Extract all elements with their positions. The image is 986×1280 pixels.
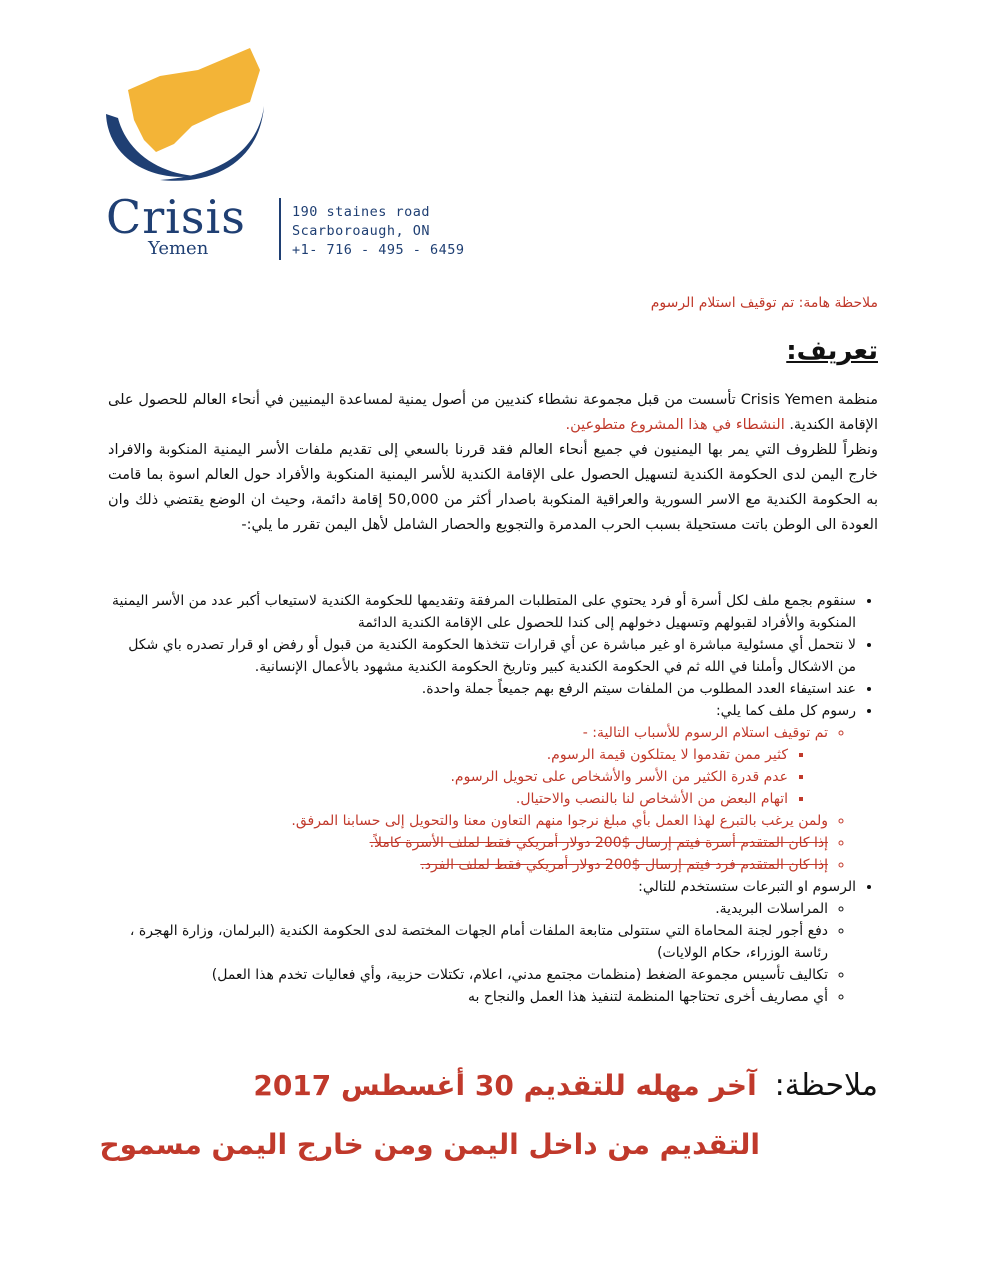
bullet-uses [108, 876, 856, 1008]
address-line-street: 190 staines road [292, 204, 431, 220]
fees-stopped-text: تم توقيف استلام الرسوم للأسباب التالية: - [582, 725, 828, 741]
definition-title: تعريف: [786, 336, 878, 366]
use-item-lawyers: ◦ دفع أجور لجنة المحاماة التي ستتولى متابعة الملفات أمام الجهات المختصة لدى الحكومة الكندية (البرلمان، وزارة الهجرة ، رئاسة الوزراء، حكام الولايات) [108, 920, 828, 964]
fees-sub-list [108, 722, 856, 876]
bullet-section [108, 590, 878, 1008]
yemen-map-shape [128, 48, 260, 152]
deadline-text: آخر مهله للتقديم 30 أغسطس 2017 [253, 1069, 757, 1102]
use-item-other: ◦ أي مصاريف أخرى تحتاجها المنظمة لتنفيذ هذا العمل والنجاح به [108, 986, 828, 1008]
address-line-city: Scarboroaugh, ON [292, 223, 431, 239]
fees-heading: رسوم كل ملف كما يلي: [715, 703, 856, 719]
use-item-mail: ◦ المراسلات البريدية. [108, 898, 828, 920]
bullet-collect-files: • سنقوم بجمع ملف لكل أسرة أو فرد يحتوي على المتطلبات المرفقة وتقديمها للحكومة الكندية لاستيعاب أكبر عدد من الأسر اليمنية المنكوبة والأفراد لقبولهم وتسهيل دخولهم إلى كندا للحصول على الإقامة الكندية الدائمة [108, 590, 856, 634]
address-block [292, 203, 465, 260]
donate-item: ◦ ولمن يرغب بالتبرع لهذا العمل بأي مبلغ نرجوا منهم التعاون معنا والتحويل إلى حسابنا المرفق. [108, 810, 828, 832]
bullet-submit-together: • عند استيفاء العدد المطلوب من الملفات سيتم الرفع بهم جميعاً جملة واحدة. [108, 678, 856, 700]
uses-heading: الرسوم او التبرعات ستستخدم للتالي: [638, 879, 856, 895]
reason-item-2: ▪ عدم قدرة الكثير من الأسر والأشخاص على تحويل الرسوم. [108, 766, 788, 788]
fees-stopped-item [108, 722, 828, 810]
bullet-fees [108, 700, 856, 876]
definition-intro: منظمة Crisis Yemen تأسست من قبل مجموعة نشطاء كنديين من أصول يمنية لمساعدة اليمنيين في أنحاء العالم للحصول على الإقامة الكندية. [108, 392, 878, 433]
header-divider [279, 198, 281, 260]
deadline-row [253, 1068, 878, 1103]
use-item-lobby: ◦ تكاليف تأسيس مجموعة الضغط (منظمات مجتمع مدني، اعلام، تكتلات حزبية، وأي فعاليات تخدم هذا العمل) [108, 964, 828, 986]
main-bullet-list [108, 590, 878, 1008]
reasons-list [108, 744, 828, 810]
final-note: التقديم من داخل اليمن ومن خارج اليمن مسموح [99, 1128, 760, 1161]
uses-sub-list [108, 898, 856, 1008]
deadline-label: ملاحظة: [774, 1068, 878, 1103]
reason-item-1: ▪ كثير ممن تقدموا لا يمتلكون قيمة الرسوم. [108, 744, 788, 766]
individual-fee-item: ◦ إذا كان المتقدم فرد فيتم إرسال $200 دولار أمريكي فقط لملف الفرد. [108, 854, 828, 876]
address-line-phone: +1- 716 - 495 - 6459 [292, 242, 465, 258]
important-notice: ملاحظة هامة: تم توقيف استلام الرسوم [650, 295, 878, 311]
reason-item-3: ▪ اتهام البعض من الأشخاص لنا بالنصب والاحتيال. [108, 788, 788, 810]
family-fee-item: ◦ إذا كان المتقدم أسرة فيتم إرسال $200 دولار أمريكي فقط لملف الأسرة كاملاً. [108, 832, 828, 854]
volunteers-note: النشطاء في هذا المشروع متطوعين. [565, 417, 785, 433]
definition-paragraph [108, 388, 878, 538]
brand-name: Crisis [106, 190, 246, 244]
bullet-no-responsibility: • لا نتحمل أي مسئولية مباشرة او غير مباشرة عن أي قرارات تتخذها الحكومة الكندية من قبول أو رفض او قرار تصدره باي شكل من الاشكال وأملنا في الله ثم في الحكومة الكندية كبير وتاريخ الحكومة الكندية مشهود بالأعمال الإنسانية. [108, 634, 856, 678]
definition-body: ونظراً للظروف التي يمر بها اليمنيون في جميع أنحاء العالم فقد قررنا بالسعي إلى تقديم ملفات الأسر اليمنية المنكوبة والافراد خارج اليمن لدى الحكومة الكندية لتسهيل الحصول على الإقامة الكندية للأسر اليمنية المنكوبة والأفراد حول العالم اسوة بما قامت به الحكومة الكندية مع الاسر السورية والعراقية المنكوبة باصدار أكثر من 50,000 إقامة دائمة، وحيث ان الوضع يقتضي ذلك وان العودة الى الوطن باتت مستحيلة بسبب الحرب المدمرة والتجويع والحصار الشامل لأهل اليمن تقرر ما يلي:- [108, 442, 878, 533]
brand-subtitle: Yemen [148, 238, 209, 259]
